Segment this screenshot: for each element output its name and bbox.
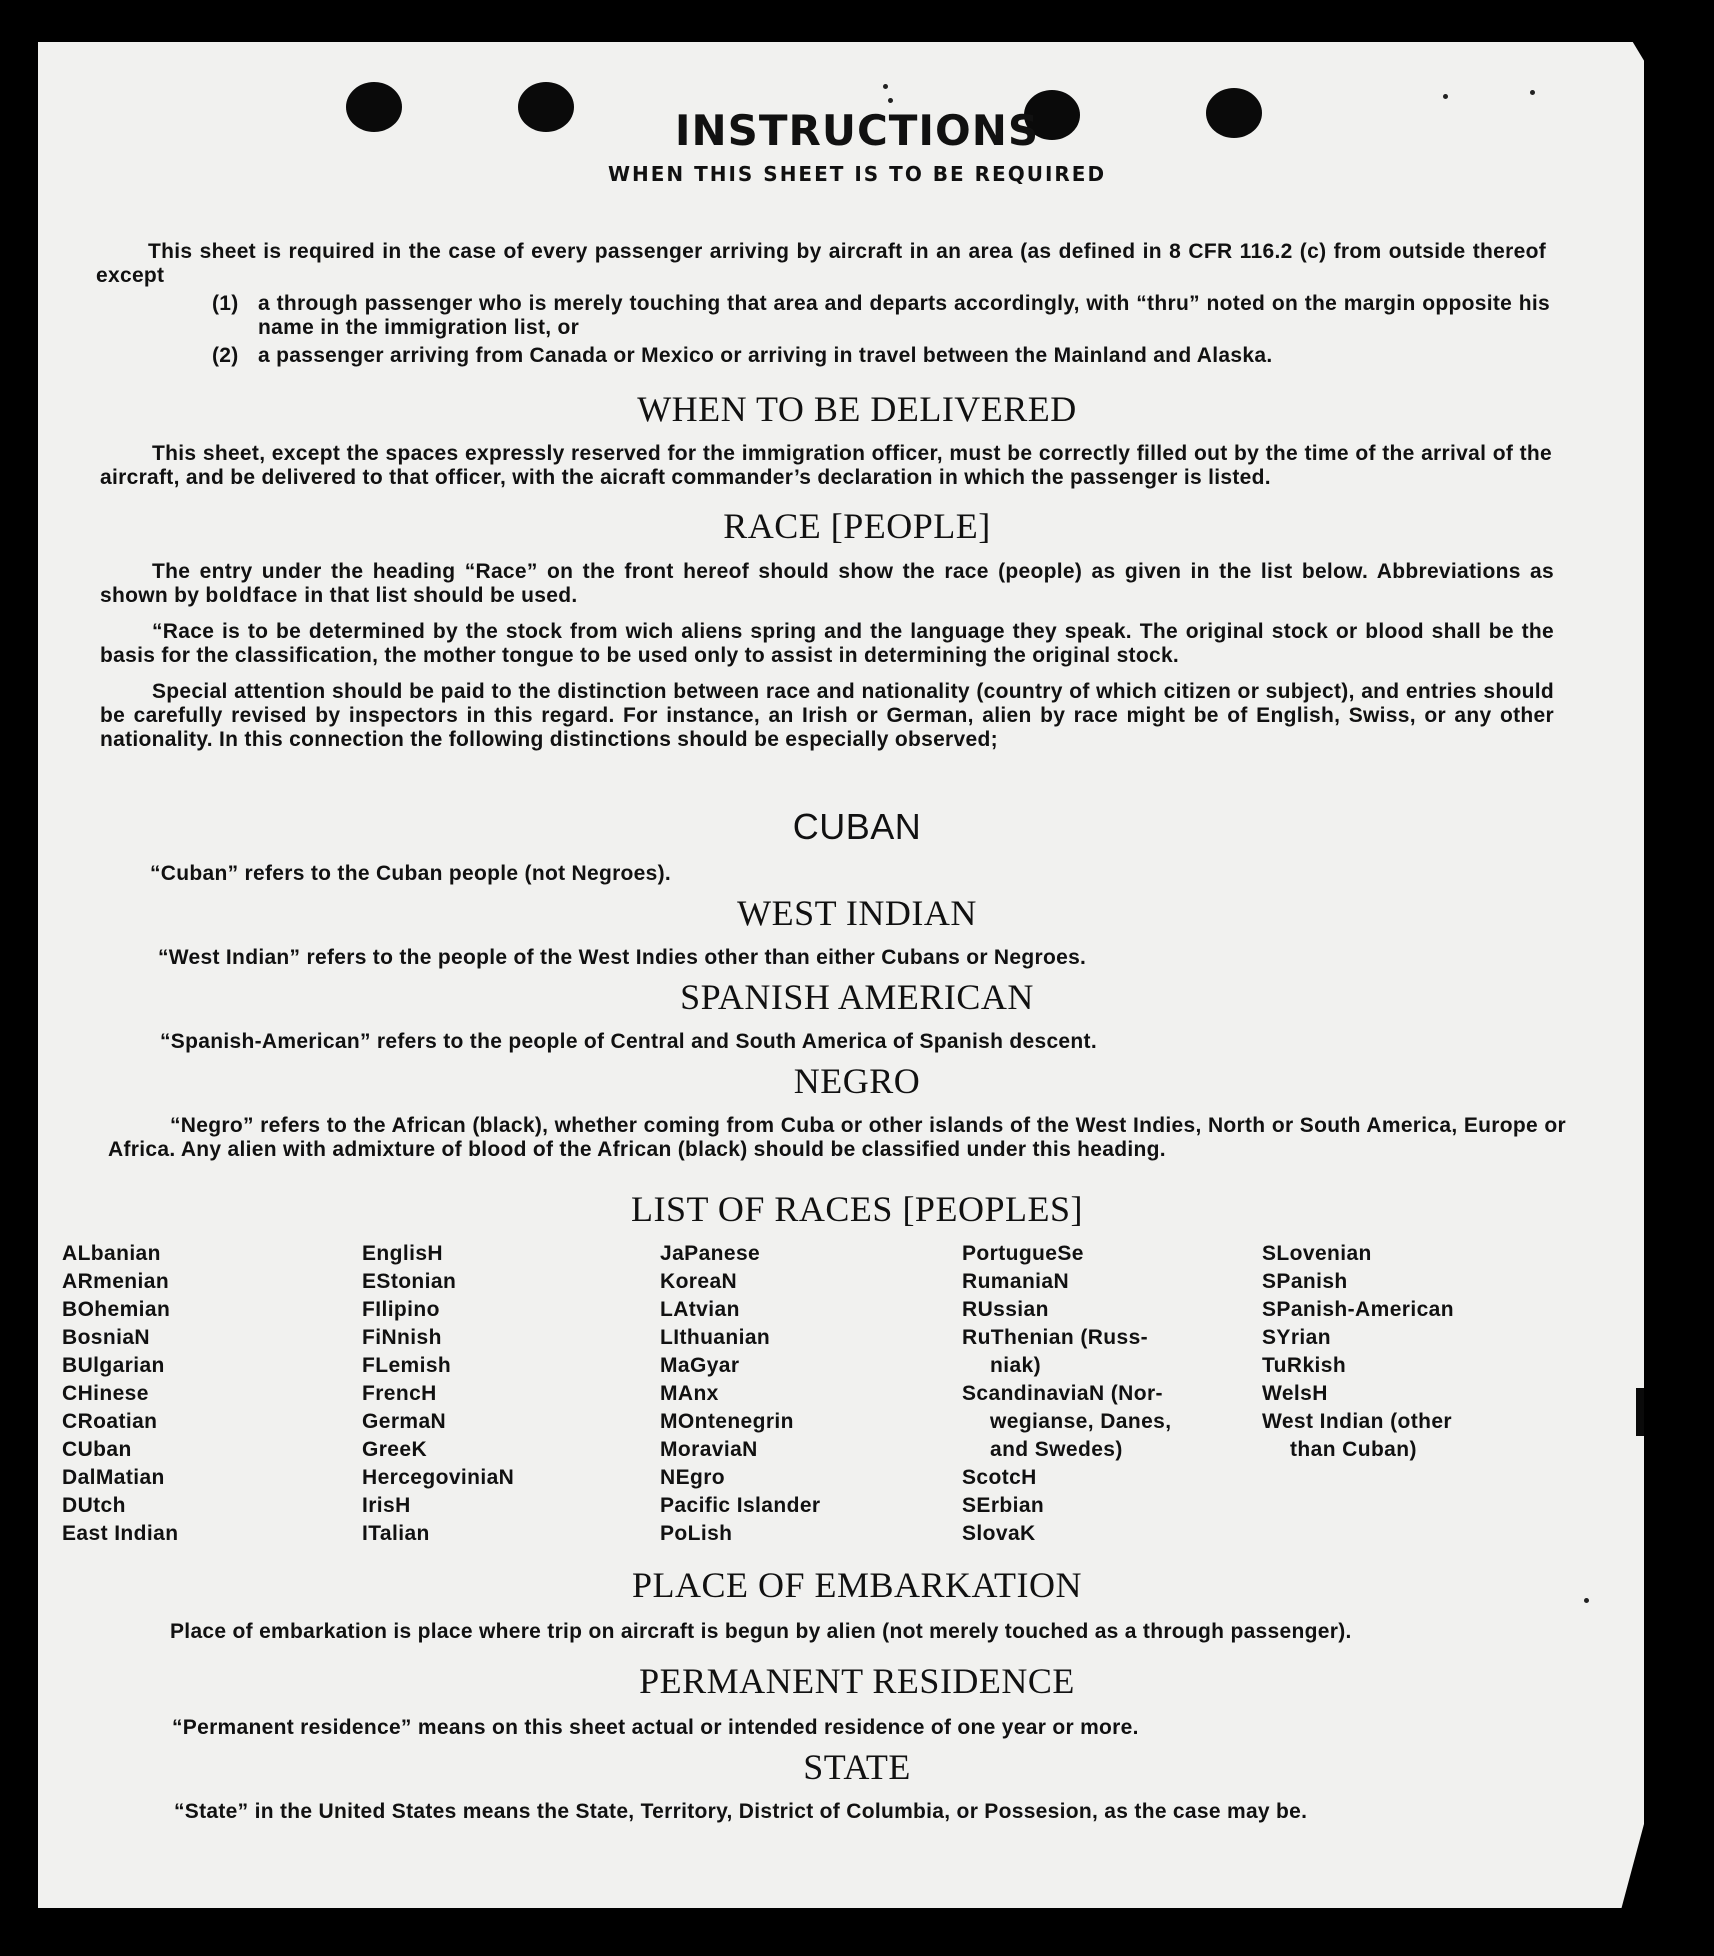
residence-paragraph: [116, 1716, 1572, 1740]
speck: [1530, 90, 1535, 95]
race-entry: and Swedes): [990, 1438, 1123, 1461]
race-entry: BUlgarian: [62, 1354, 165, 1377]
races-column: [62, 1240, 362, 1548]
race-entry: ITalian: [362, 1522, 430, 1545]
heading-when-delivered: WHEN TO BE DELIVERED: [637, 389, 1077, 429]
race-entry: wegianse, Danes,: [990, 1410, 1172, 1433]
heading-list-of-races: LIST OF RACES [PEOPLES]: [631, 1189, 1083, 1229]
negro-paragraph: [108, 1114, 1566, 1162]
race-entry: JaPanese: [660, 1242, 761, 1265]
race-entry: KoreaN: [660, 1270, 738, 1293]
race-paragraph-3: Special attention should be paid to the distinction between race and nationality (country of which citizen or subject), and entries should be carefully revised by inspectors in this regard. For instance, an Irish or German, alien by race might be of English, Swiss, or any other nationality. In this connection the following distinctions should be especially observed;: [100, 680, 1554, 751]
residence-text: “Permanent residence” means on this sheet actual or intended residence of one year or more.: [172, 1716, 1139, 1739]
race-entry: SLovenian: [1262, 1242, 1372, 1265]
race-entry: DUtch: [62, 1494, 126, 1517]
intro-text: This sheet is required in the case of every passenger arriving by aircraft in an area (as defined in 8 CFR 116.2 (c) from outside thereof except: [96, 240, 1546, 287]
race-entry: CRoatian: [62, 1410, 158, 1433]
exception-number: (1): [212, 292, 239, 315]
race-entry: EStonian: [362, 1270, 457, 1293]
embarkation-paragraph: [116, 1620, 1572, 1644]
page-title: INSTRUCTIONS: [674, 106, 1040, 155]
race-entry: EnglisH: [362, 1242, 443, 1265]
races-column: [962, 1240, 1262, 1548]
race-entry: MoraviaN: [660, 1438, 758, 1461]
race-entry: ALbanian: [62, 1242, 161, 1265]
race-entry: East Indian: [62, 1522, 179, 1545]
race-entry: WelsH: [1262, 1382, 1328, 1405]
race-text-boldface: boldface: [205, 584, 299, 607]
west-indian-text: “West Indian” refers to the people of the West Indies other than either Cubans or Negroes.: [158, 946, 1087, 969]
race-entry: SYrian: [1262, 1326, 1331, 1349]
races-list: [62, 1240, 1562, 1548]
when-delivered-paragraph: [100, 442, 1552, 490]
race-entry: ScandinaviaN (Nor-: [962, 1382, 1163, 1405]
race-entry: IrisH: [362, 1494, 411, 1517]
race-text-1c: in that list should be used.: [304, 584, 578, 607]
heading-state: STATE: [803, 1747, 911, 1787]
exception-text: a passenger arriving from Canada or Mexico or arriving in travel between the Mainland and Alaska.: [258, 344, 1273, 367]
race-entry: RUssian: [962, 1298, 1049, 1321]
race-entry: SErbian: [962, 1494, 1045, 1517]
heading-permanent-residence: PERMANENT RESIDENCE: [639, 1661, 1075, 1701]
race-entry: PortugueSe: [962, 1242, 1084, 1265]
heading-embarkation: PLACE OF EMBARKATION: [631, 1565, 1083, 1605]
when-delivered-text: This sheet, except the spaces expressly reserved for the immigration officer, must be correctly filled out by the time of the arrival of the aircraft, and be delivered to that officer, with the aicraft commander’s declaration in which the passenger is listed.: [100, 442, 1552, 489]
race-text-1a: The entry under the heading “Race” on the front hereof should show the race (people) as given in the list below. Abbreviations as shown by: [100, 560, 1554, 607]
race-entry: West Indian (other: [1262, 1410, 1452, 1433]
race-entry: DalMatian: [62, 1466, 165, 1489]
race-entry: GreeK: [362, 1438, 428, 1461]
race-entry: GermaN: [362, 1410, 447, 1433]
race-entry: TuRkish: [1262, 1354, 1347, 1377]
race-paragraph-2: “Race is to be determined by the stock from wich aliens spring and the language they speak. The original stock or blood shall be the basis for the classification, the mother tongue to be used only to assist in determining the original stock.: [100, 620, 1554, 667]
race-entry: BOhemian: [62, 1298, 171, 1321]
page-edge-tab: [1636, 1388, 1644, 1436]
race-paragraph-1: [100, 560, 1554, 608]
heading-race: RACE [PEOPLE]: [723, 506, 991, 546]
race-entry: CUban: [62, 1438, 132, 1461]
west-indian-paragraph: [100, 946, 1554, 970]
exception-item: [212, 292, 1550, 342]
race-entry: HercegoviniaN: [362, 1466, 515, 1489]
heading-spanish-american: SPANISH AMERICAN: [680, 977, 1034, 1017]
races-column: [1262, 1240, 1562, 1548]
race-entry: BosniaN: [62, 1326, 150, 1349]
cuban-paragraph: [100, 862, 1554, 886]
race-entry: LAtvian: [660, 1298, 740, 1321]
race-entry: LIthuanian: [660, 1326, 771, 1349]
speck: [1443, 94, 1448, 99]
race-entry: FIlipino: [362, 1298, 440, 1321]
race-entry: MOntenegrin: [660, 1410, 794, 1433]
speck: [883, 84, 888, 89]
race-entry: SPanish: [1262, 1270, 1348, 1293]
cuban-text: “Cuban” refers to the Cuban people (not Negroes).: [150, 862, 672, 885]
race-entry: RumaniaN: [962, 1270, 1070, 1293]
intro-paragraph: [96, 240, 1546, 288]
exception-text: a through passenger who is merely touching that area and departs accordingly, with “thru” noted on the margin opposite his name in the immigration list, or: [258, 292, 1550, 339]
spanish-american-paragraph: [100, 1030, 1554, 1054]
race-entry: niak): [990, 1354, 1042, 1377]
race-entry: CHinese: [62, 1382, 149, 1405]
state-paragraph: [118, 1800, 1576, 1824]
race-entry: FiNnish: [362, 1326, 442, 1349]
negro-text: “Negro” refers to the African (black), whether coming from Cuba or other islands of the West Indies, North or South America, Europe or Africa. Any alien with admixture of blood of the African (black) should be classified under this heading.: [108, 1114, 1566, 1161]
races-column: [362, 1240, 660, 1548]
race-paragraphs: [100, 560, 1554, 752]
spanish-american-text: “Spanish-American” refers to the people of Central and South America of Spanish descent.: [160, 1030, 1097, 1053]
race-entry: ARmenian: [62, 1270, 170, 1293]
embarkation-text: Place of embarkation is place where trip on aircraft is begun by alien (not merely touched as a through passenger).: [170, 1620, 1352, 1643]
race-entry: FrencH: [362, 1382, 437, 1405]
races-column: [660, 1240, 962, 1548]
race-entry: SPanish-American: [1262, 1298, 1454, 1321]
race-entry: MaGyar: [660, 1354, 740, 1377]
race-entry: FLemish: [362, 1354, 452, 1377]
exception-item: [212, 344, 1550, 394]
race-entry: MAnx: [660, 1382, 719, 1405]
heading-cuban: CUBAN: [792, 806, 922, 847]
race-entry: ScotcH: [962, 1466, 1037, 1489]
speck: [888, 98, 893, 103]
race-entry: SlovaK: [962, 1522, 1036, 1545]
exception-number: (2): [212, 344, 239, 367]
race-entry: NEgro: [660, 1466, 725, 1489]
page-subtitle: WHEN THIS SHEET IS TO BE REQUIRED: [607, 162, 1107, 186]
race-entry: Pacific Islander: [660, 1494, 821, 1517]
race-entry: than Cuban): [1290, 1438, 1417, 1461]
race-entry: PoLish: [660, 1522, 733, 1545]
race-entry: RuThenian (Russ-: [962, 1326, 1149, 1349]
heading-negro: NEGRO: [793, 1061, 921, 1101]
state-text: “State” in the United States means the State, Territory, District of Columbia, or Possesion, as the case may be.: [174, 1800, 1308, 1823]
heading-west-indian: WEST INDIAN: [737, 893, 977, 933]
